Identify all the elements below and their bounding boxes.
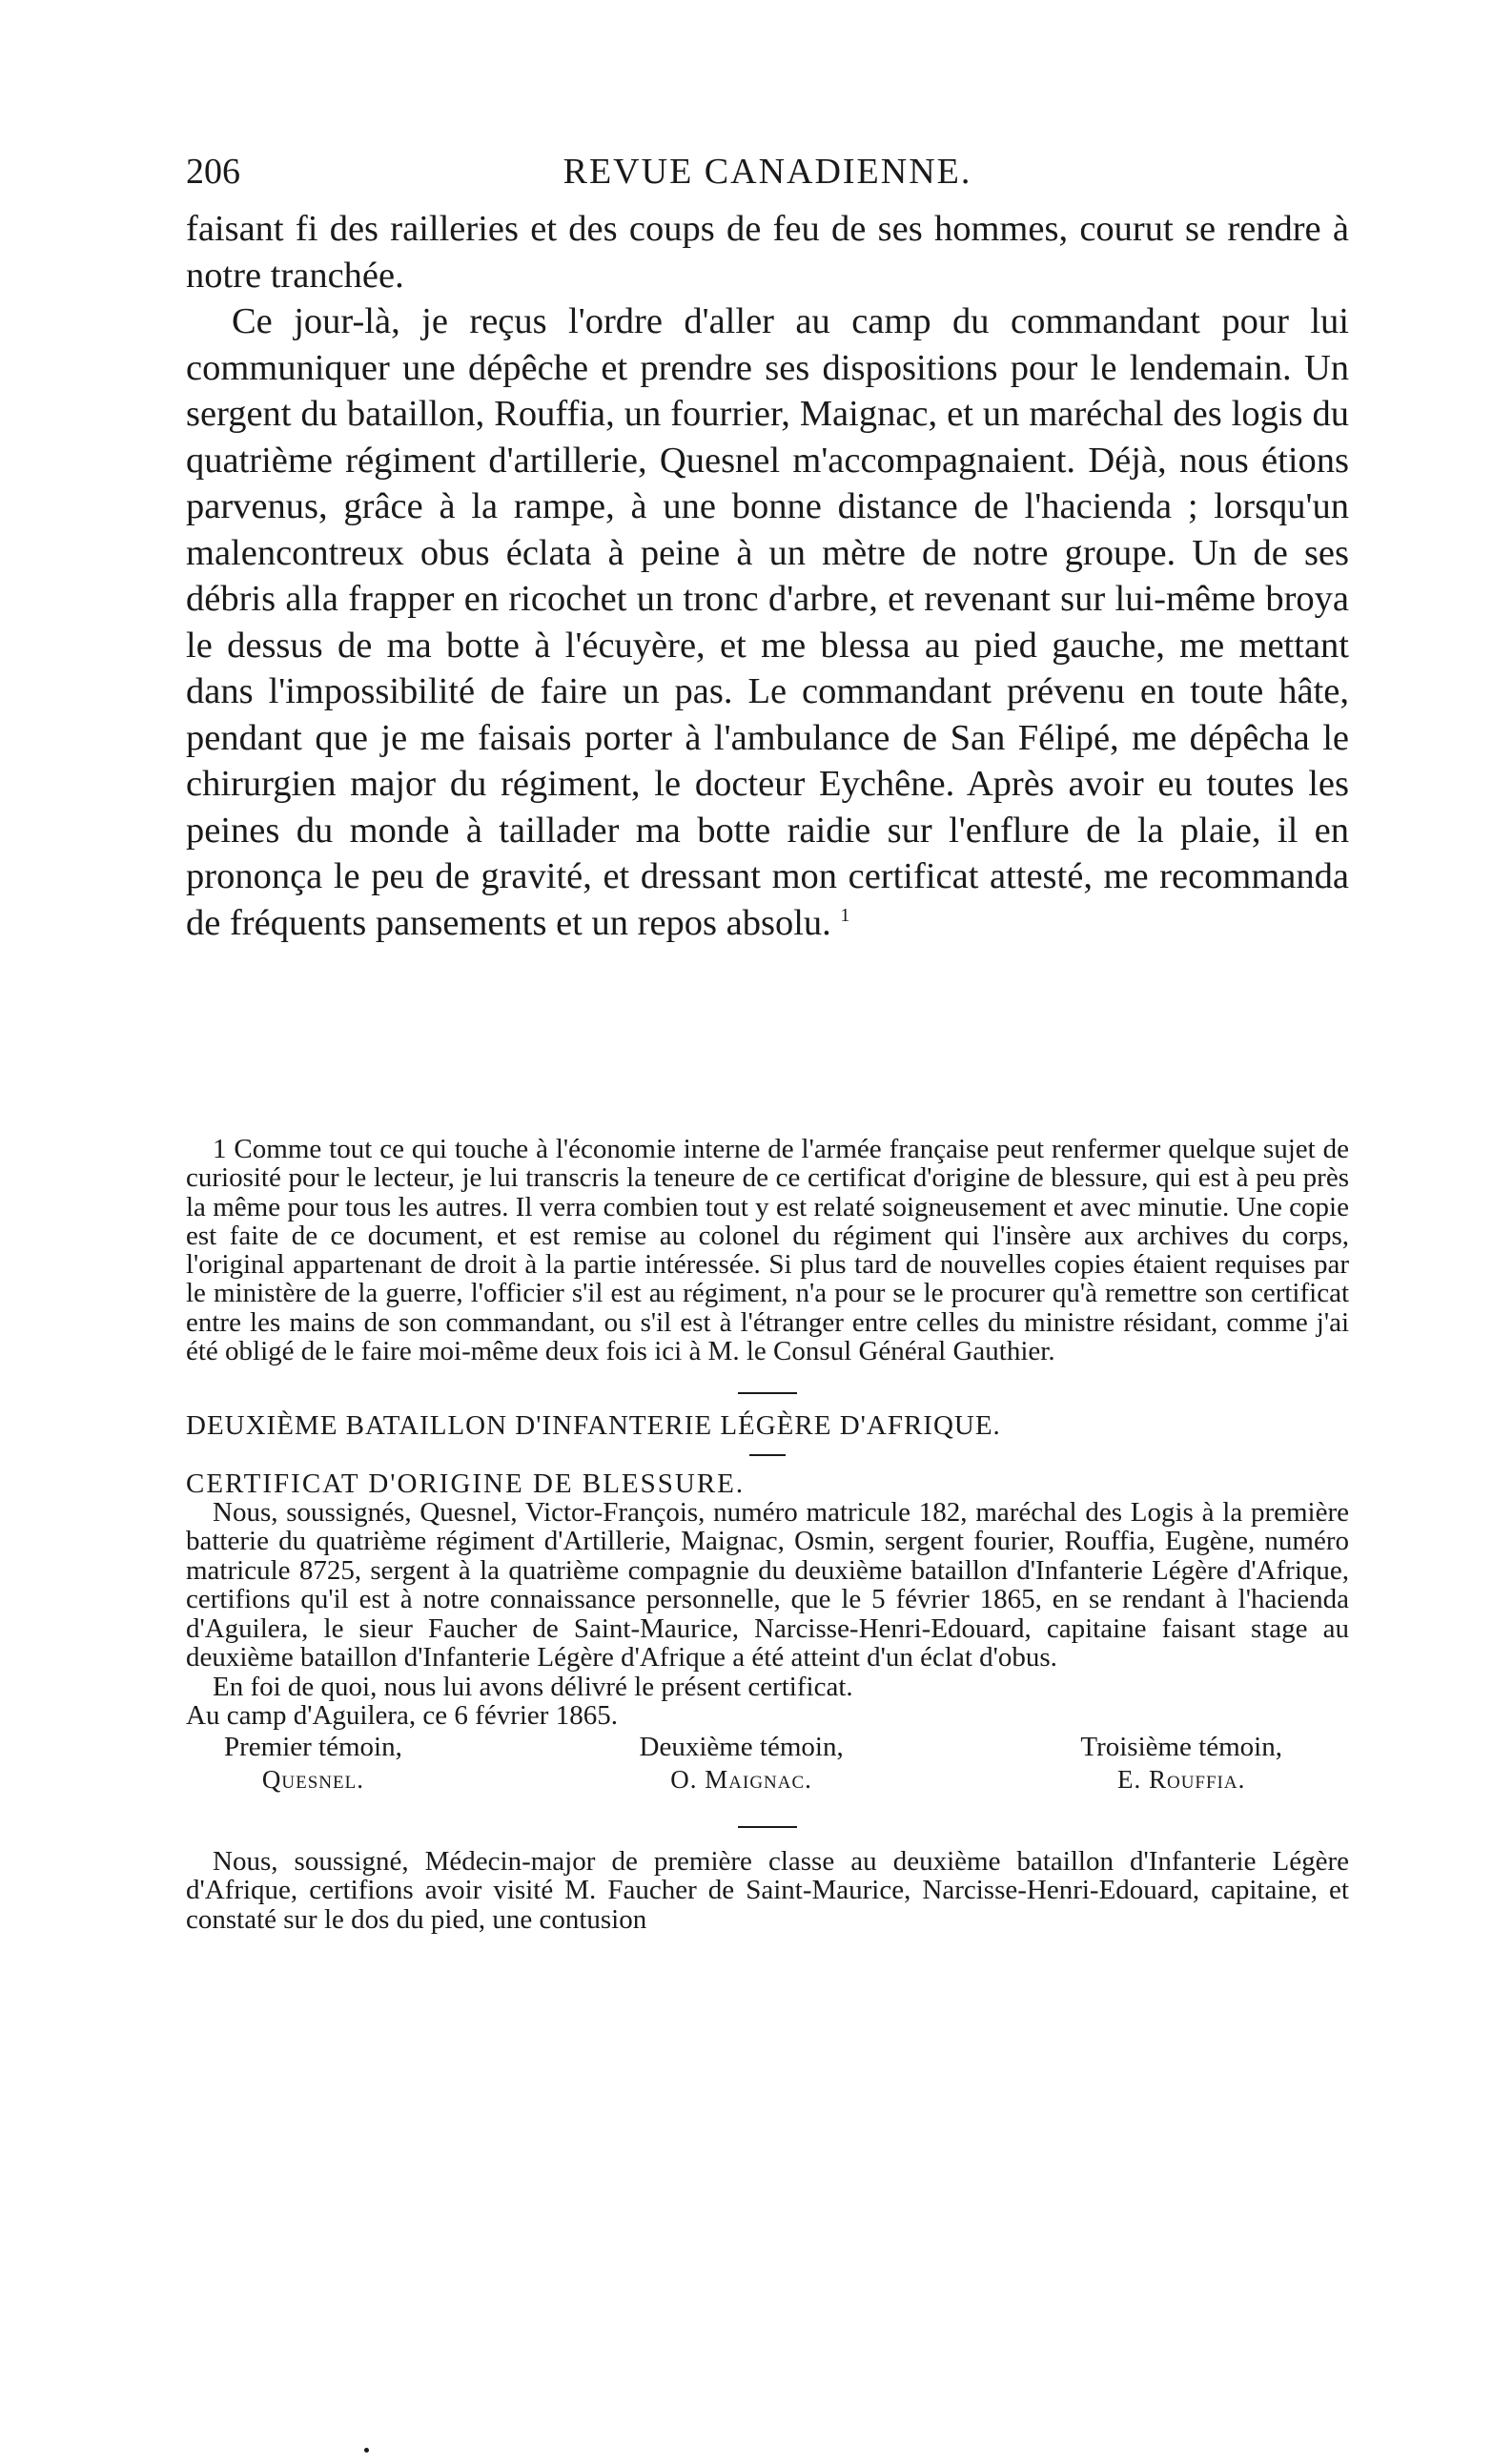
witness-signatures: [186, 1731, 1349, 1796]
witness-role: Troisième témoin,: [1080, 1731, 1282, 1762]
footnote-text: Comme tout ce qui touche à l'économie interne de l'armée française peut renfermer quelque sujet de curiosité pour le lecteur, je lui transcris la teneure de ce certificat d'origine de blessure, qui est à peu près la même pour tous les autres. Il verra combien tout y est relaté soigneusement et avec minutie. Une copie est faite de ce document, et est remise au colonel du régiment qui l'insère aux archives du corps, l'original appartenant de droit à la partie intéressée. Si plus tard de nouvelles copies étaient requises par le ministère de la guerre, l'officier s'il est au régiment, n'a pour se le procurer qu'à remettre son certificat entre les mains de son commandant, ou s'il est à l'étranger entre celles du ministre résidant, comme j'ai été obligé de le faire moi-même deux fois ici à M. le Consul Général Gauthier.: [186, 1134, 1349, 1367]
divider-rule: [738, 1392, 797, 1394]
footnote-paragraph: [186, 1135, 1349, 1365]
witness-name: E. Rouffia.: [1116, 1764, 1246, 1794]
certificate-body: [186, 1498, 1349, 1702]
witness-second: [640, 1731, 844, 1796]
footnote: [186, 1135, 1349, 1934]
ink-speck: [364, 2448, 369, 2453]
witness-role: Deuxième témoin,: [639, 1731, 844, 1762]
paragraph-continued: faisant fi des railleries et des coups de feu de ses hommes, courut se rendre à notre tranchée.: [186, 209, 1349, 296]
certificate-paragraph: Nous, soussignés, Quesnel, Victor-François, numéro matricule 182, maréchal des Logis à la première batterie du quatrième régiment d'Artillerie, Maignac, Osmin, sergent fourier, Rouffia, Eugène, numéro matricule 8725, sergent à la quatrième compagnie du deuxième bataillon d'Infanterie Légère d'Afrique, certifions qu'il est à notre connaissance personnelle, que le 5 février 1865, en se rendant à l'hacienda d'Aguilera, le sieur Faucher de Saint-Maurice, Narcisse-Henri-Edouard, capitaine faisant stage au deuxième bataillon d'Infanterie Légère d'Afrique a été atteint d'un éclat d'obus.: [186, 1496, 1349, 1673]
certificate-paragraph: En foi de quoi, nous lui avons délivré le présent certificat.: [213, 1671, 853, 1702]
witness-name: O. Maignac.: [670, 1764, 812, 1794]
page-number: 206: [186, 152, 240, 192]
main-text: [186, 206, 1349, 946]
footnote-marker: 1: [213, 1134, 227, 1164]
certificate-place-date: Au camp d'Aguilera, ce 6 février 1865.: [186, 1700, 618, 1732]
witness-role: Premier témoin,: [224, 1731, 402, 1762]
certificate-subheading: CERTIFICAT D'ORIGINE DE BLESSURE.: [186, 1468, 746, 1499]
journal-title: REVUE CANADIENNE.: [562, 152, 972, 192]
divider-rule: [749, 1454, 786, 1456]
witness-name: Quesnel.: [261, 1764, 364, 1794]
footnote-reference: 1: [840, 904, 850, 926]
medical-certificate: [186, 1847, 1349, 1935]
paragraph: [186, 298, 1349, 946]
certificate-heading: DEUXIÈME BATAILLON D'INFANTERIE LÉGÈRE D'AFRIQUE.: [186, 1410, 1001, 1442]
certificate: [186, 1411, 1349, 1795]
paragraph-text: Ce jour-là, je reçus l'ordre d'aller au camp du commandant pour lui communiquer une dépêche et prendre ses dispositions pour le lendemain. Un sergent du bataillon, Rouffia, un fourrier, Maignac, et un maréchal des logis du quatrième régiment d'artillerie, Quesnel m'accompagnaient. Déjà, nous étions parvenus, grâce à la rampe, à une bonne distance de l'hacienda ; lorsqu'un malencontreux obus éclata à peine à un mètre de notre groupe. Un de ses débris alla frapper en ricochet un tronc d'arbre, et revenant sur lui-même broya le dessus de ma botte à l'écuyère, et me blessa au pied gauche, me mettant dans l'impossibilité de faire un pas. Le commandant prévenu en toute hâte, pendant que je me faisais porter à l'ambulance de San Félipé, me dépêcha le chirurgien major du régiment, le docteur Eychêne. Après avoir eu toutes les peines du monde à taillader ma botte raidie sur l'enflure de la plaie, il en prononça le peu de gravité, et dressant mon certificat attesté, me recommanda de fréquents pansements et un repos absolu.: [186, 301, 1349, 943]
witness-third: [1080, 1731, 1282, 1796]
page: [186, 143, 1349, 1935]
divider-rule: [738, 1826, 797, 1828]
medical-paragraph: Nous, soussigné, Médecin-major de première classe au deuxième bataillon d'Infanterie Légère d'Afrique, certifions avoir visité M. Faucher de Saint-Maurice, Narcisse-Henri-Edouard, capitaine, et constaté sur le dos du pied, une contusion: [186, 1845, 1349, 1935]
witness-first: [224, 1731, 402, 1796]
running-head: [186, 143, 1349, 200]
